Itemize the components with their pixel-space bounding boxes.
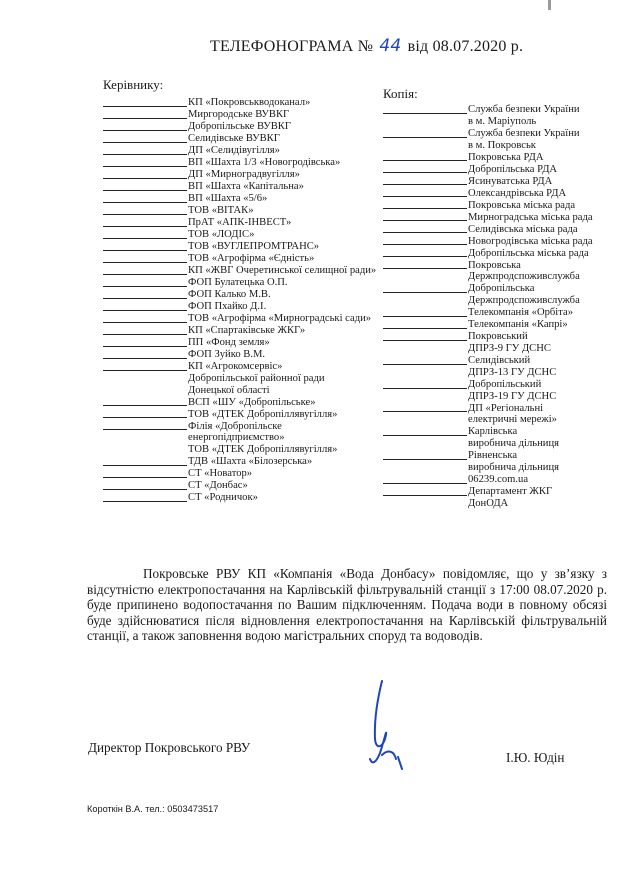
copy-row — [383, 128, 608, 140]
copy-recipient-name: Добропільська міська рада — [468, 247, 589, 259]
recipient-row — [103, 361, 373, 373]
copy-row — [383, 295, 608, 307]
recipient-name: ФОП Пхайко Д.І. — [188, 301, 267, 312]
copy-row — [383, 474, 608, 486]
copy-row — [383, 498, 608, 510]
recipient-name: ПрАТ «АПК-ІНВЕСТ» — [188, 217, 292, 228]
signature-line — [103, 396, 187, 406]
recipient-row — [103, 289, 373, 301]
copy-row — [383, 402, 608, 414]
copy-recipient-name: Держпродспоживслужба — [468, 271, 580, 283]
recipient-row — [103, 444, 373, 456]
copy-row — [383, 211, 608, 223]
recipient-name: СТ «Родничок» — [188, 492, 258, 504]
recipient-name: енергопідприємство» — [188, 432, 285, 444]
signature-line — [103, 492, 187, 502]
recipient-row — [103, 432, 373, 444]
recipient-name: ТОВ «ВІТАК» — [188, 205, 254, 216]
copy-row — [383, 438, 608, 450]
copy-recipient-name: Селидівський — [468, 354, 531, 366]
copy-recipient-name: Селидівська міська рада — [468, 223, 578, 235]
signature-line — [103, 265, 187, 275]
signature-line — [103, 325, 187, 335]
recipient-name: Філія «Добропільске — [188, 420, 282, 432]
signature-line — [103, 253, 187, 263]
copy-row — [383, 199, 608, 211]
copy-row — [383, 223, 608, 235]
signature-line — [103, 420, 187, 430]
recipient-row — [103, 97, 373, 109]
notice-paragraph — [87, 566, 607, 644]
copy-row — [383, 391, 608, 403]
signature-line — [383, 223, 467, 233]
recipient-name: КП «Агрокомсервіс» — [188, 361, 283, 372]
signature-line — [103, 361, 187, 371]
signature-line — [103, 193, 187, 203]
copy-row — [383, 414, 608, 426]
copy-recipient-name: Покровська РДА — [468, 151, 544, 163]
recipient-row — [103, 205, 373, 217]
copy-row — [383, 283, 608, 295]
copy-row — [383, 379, 608, 391]
recipients-column — [103, 77, 377, 504]
copy-row — [383, 355, 608, 367]
signature-line — [103, 133, 187, 143]
copy-recipient-name: Телекомпанія «Капрі» — [468, 319, 568, 331]
recipient-row — [103, 181, 373, 193]
signature-line — [383, 355, 467, 365]
signature-line — [383, 259, 467, 269]
document-title — [210, 36, 523, 56]
recipient-name: Добропільської районної ради — [188, 372, 325, 384]
recipient-name: СТ «Донбас» — [188, 480, 248, 492]
copy-recipient-name: Добропільський — [468, 378, 542, 390]
signer-name: І.Ю. Юдін — [506, 750, 565, 765]
signature-line — [103, 456, 187, 466]
copy-recipient-name: виробнича дільниця — [468, 461, 560, 473]
signature-line — [383, 402, 467, 412]
signature-line — [383, 247, 467, 257]
copy-recipient-name: Покровська міська рада — [468, 199, 576, 211]
notice-text: Покровське РВУ КП «Компанія «Вода Донбасу» повідомляє, що у зв’язку з відсутністю електропостачання на Карлівській фільтрувальній станції з 17:00 08.07.2020 р. буде припинено водопостачання по Вашим підключенням. Подача води в повному обсязі буде здійснюватися після відновлення електропостачання на Карлівській фільтрувальній станції, а також заповнення водою магістральних споруд та водоводів. — [87, 566, 607, 644]
copy-recipient-name: Покровський — [468, 331, 528, 343]
signature-line — [103, 205, 187, 215]
copy-row — [383, 462, 608, 474]
recipient-name: ТДВ «Шахта «Білозерська» — [188, 456, 313, 468]
signature-line — [383, 379, 467, 389]
recipient-name: ДП «Селидівугілля» — [188, 145, 280, 156]
signature-line — [383, 235, 467, 245]
signature-line — [103, 468, 187, 478]
recipient-row — [103, 265, 377, 277]
copy-row — [383, 319, 608, 331]
signature-line — [103, 313, 187, 323]
signature-line — [383, 187, 467, 197]
copy-recipient-name: Добропільська — [468, 283, 535, 295]
recipient-name: КП «Покровськводоканал» — [188, 97, 311, 108]
recipient-row — [103, 277, 373, 289]
copy-row — [383, 486, 608, 498]
copy-recipient-name: Ясинуватська РДА — [468, 175, 553, 187]
copy-recipient-name: ДП «Регіональні — [468, 402, 544, 414]
recipient-row — [103, 468, 373, 480]
signature-line — [103, 97, 187, 107]
recipient-row — [103, 121, 373, 133]
signature-line — [103, 241, 187, 251]
recipient-name: ВП «Шахта «5/6» — [188, 193, 268, 204]
copy-recipient-name: ДПРЗ-19 ГУ ДСНС — [468, 390, 557, 402]
copy-recipient-name: Мирноградська міська рада — [468, 211, 593, 223]
recipient-row — [103, 241, 373, 253]
copy-recipient-name: Добропільська РДА — [468, 163, 558, 175]
title-prefix: ТЕЛЕФОНОГРАМА № — [210, 38, 374, 55]
copy-recipient-name: Держпродспоживслужба — [468, 295, 580, 307]
copy-recipient-name: Служба безпеки України — [468, 127, 580, 139]
signature-line — [383, 128, 467, 138]
recipient-row — [103, 229, 373, 241]
copy-recipient-name: електричні мережі» — [468, 414, 557, 426]
recipient-name: ТОВ «ЛОДІС» — [188, 229, 255, 240]
handwritten-number: 44 — [379, 36, 402, 56]
copy-row — [383, 187, 608, 199]
copy-row — [383, 271, 608, 283]
copy-recipient-name: в м. Маріуполь — [468, 115, 537, 127]
signer-position: Директор Покровського РВУ — [88, 740, 251, 755]
recipient-name: СТ «Новатор» — [188, 468, 253, 480]
recipient-row — [103, 325, 373, 337]
recipient-row — [103, 169, 373, 181]
contact-line: Короткін В.А. тел.: 0503473517 — [87, 804, 219, 814]
signature-line — [103, 121, 187, 131]
copy-row — [383, 140, 608, 152]
recipients-list — [103, 97, 377, 504]
signature-line — [103, 145, 187, 155]
signature-line — [383, 307, 467, 317]
recipient-row — [103, 480, 373, 492]
scan-mark — [548, 0, 551, 10]
recipient-row — [103, 385, 373, 397]
recipient-name: ВСП «ШУ «Добропільське» — [188, 396, 316, 408]
signature-line — [103, 181, 187, 191]
recipient-row — [103, 456, 373, 468]
recipient-name: Добропільське ВУВКГ — [188, 121, 291, 132]
signature-line — [103, 157, 187, 167]
recipient-row — [103, 301, 373, 313]
recipient-row — [103, 420, 373, 432]
recipient-name: ФОП Зуйко В.М. — [188, 349, 266, 360]
copies-heading: Копія: — [383, 86, 418, 101]
copy-row — [383, 151, 608, 163]
copy-recipient-name: 06239.com.ua — [468, 473, 529, 485]
copy-row — [383, 247, 608, 259]
recipient-row — [103, 193, 373, 205]
copy-recipient-name: Олександрівська РДА — [468, 187, 567, 199]
signature-line — [103, 408, 187, 418]
recipient-name: ДП «Мирноградвугілля» — [188, 169, 300, 180]
copy-row — [383, 259, 608, 271]
recipient-name: ФОП Булатецька О.П. — [188, 277, 288, 288]
signature-line — [103, 301, 187, 311]
recipient-row — [103, 373, 373, 385]
signature-line — [383, 450, 467, 460]
signature-line — [383, 486, 467, 496]
signature-line — [383, 199, 467, 209]
copy-recipient-name: Покровська — [468, 259, 521, 271]
signature-line — [103, 480, 187, 490]
recipient-row — [103, 396, 373, 408]
signature-line — [103, 289, 187, 299]
copy-recipient-name: Телекомпанія «Орбіта» — [468, 307, 574, 319]
copy-row — [383, 450, 608, 462]
signature-line — [383, 331, 467, 341]
signature-line — [383, 319, 467, 329]
title-date: від 08.07.2020 р. — [407, 38, 524, 55]
recipient-row — [103, 217, 373, 229]
copy-row — [383, 104, 608, 116]
recipient-row — [103, 157, 373, 169]
recipient-row — [103, 133, 373, 145]
copy-recipient-name: Рівненська — [468, 450, 518, 462]
recipients-heading: Керівнику: — [103, 77, 164, 92]
recipient-row — [103, 492, 373, 504]
signature-line — [103, 217, 187, 227]
signature-line — [103, 277, 187, 287]
signature-line — [383, 175, 467, 185]
recipient-row — [103, 145, 373, 157]
signature-line — [103, 109, 187, 119]
recipient-row — [103, 109, 373, 121]
copy-row — [383, 343, 608, 355]
recipient-name: Селидівське ВУВКГ — [188, 133, 280, 144]
recipient-name: ТОВ «Агрофірма «Єдність» — [188, 253, 315, 264]
copies-list — [383, 104, 608, 510]
handwritten-signature — [362, 677, 412, 773]
signature-line — [383, 104, 467, 114]
signature-line — [383, 426, 467, 436]
copy-row — [383, 235, 608, 247]
recipient-row — [103, 313, 373, 325]
recipient-name: КП «Спартаківське ЖКГ» — [188, 325, 306, 336]
recipient-row — [103, 408, 373, 420]
copy-row — [383, 331, 608, 343]
recipient-name: ТОВ «ДТЕК Добропіллявугілля» — [188, 444, 338, 456]
copy-row — [383, 175, 608, 187]
signature-line — [383, 211, 467, 221]
copy-recipient-name: Департамент ЖКГ — [468, 485, 553, 497]
copy-row — [383, 163, 608, 175]
recipient-name: ТОВ «Агрофірма «Мирноградські сади» — [188, 313, 372, 324]
signature-line — [383, 283, 467, 293]
recipient-name: Миргородське ВУВКГ — [188, 109, 290, 120]
signature-line — [383, 163, 467, 173]
signature-line — [103, 229, 187, 239]
copy-recipient-name: Карлівська — [468, 426, 518, 438]
signature-line — [383, 151, 467, 161]
signature-line — [383, 474, 467, 484]
copies-column — [383, 88, 608, 510]
recipient-name: ТОВ «ДТЕК Добропіллявугілля» — [188, 408, 338, 420]
recipient-name: ВП «Шахта «Капітальна» — [188, 181, 304, 192]
copy-recipient-name: ДПРЗ-9 ГУ ДСНС — [468, 342, 551, 354]
copy-row — [383, 116, 608, 128]
copy-recipient-name: ДПРЗ-13 ГУ ДСНС — [468, 366, 557, 378]
recipient-name: ВП «Шахта 1/3 «Новогродівська» — [188, 157, 341, 168]
copy-recipient-name: ДонОДА — [468, 497, 509, 509]
recipient-row — [103, 337, 373, 349]
signature-line — [103, 349, 187, 359]
recipient-name: ТОВ «ВУГЛЕПРОМТРАНС» — [188, 241, 320, 252]
copy-recipient-name: Новогродівська міська рада — [468, 235, 593, 247]
signature-line — [103, 169, 187, 179]
copy-row — [383, 426, 608, 438]
recipient-name: Донецької області — [188, 384, 270, 396]
copy-recipient-name: в м. Покровськ — [468, 139, 536, 151]
copy-recipient-name: виробнича дільниця — [468, 438, 560, 450]
copy-recipient-name: Служба безпеки України — [468, 104, 580, 115]
copy-row — [383, 307, 608, 319]
recipient-row — [103, 253, 373, 265]
signature-line — [103, 337, 187, 347]
recipient-name: ПП «Фонд земля» — [188, 337, 270, 348]
recipient-name: КП «ЖВГ Очеретинської селищної ради» — [188, 265, 377, 276]
copy-row — [383, 367, 608, 379]
recipient-name: ФОП Калько М.В. — [188, 289, 271, 300]
recipient-row — [103, 349, 373, 361]
